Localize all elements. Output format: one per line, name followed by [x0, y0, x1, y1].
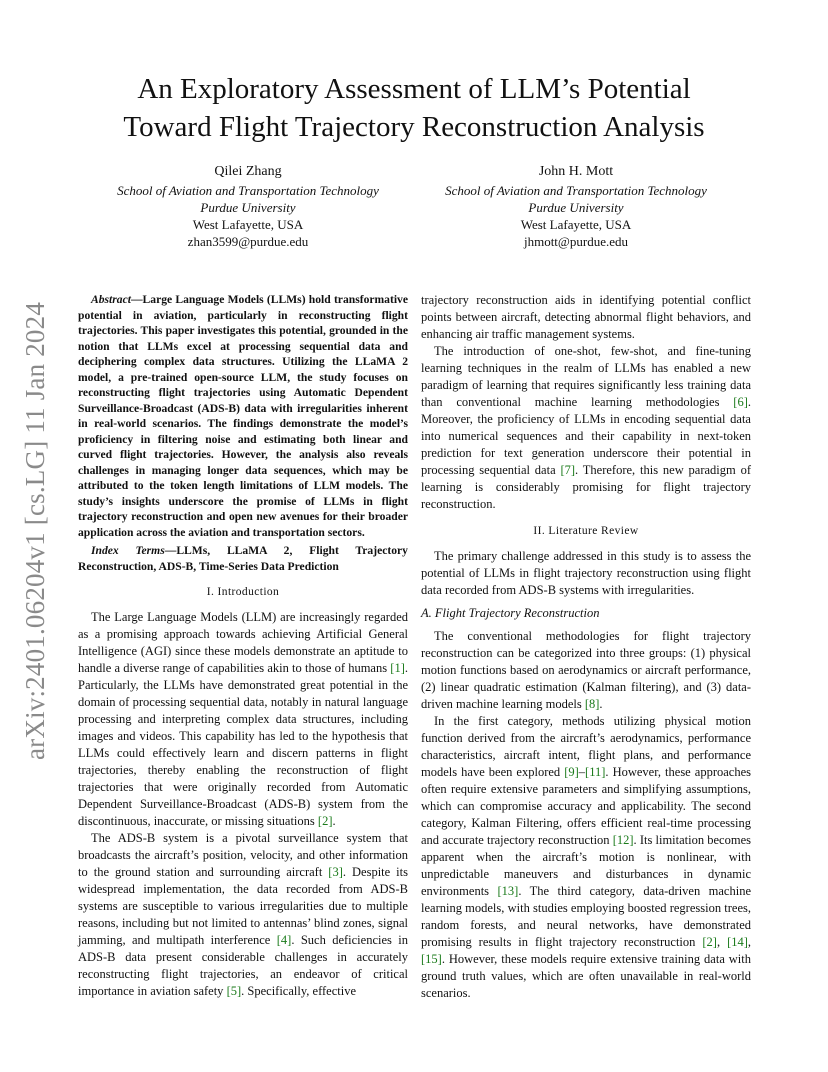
text-run: . Its limitation becomes apparent when the aircraft’s motion is nonlinear, with unpredictable maneuvers and disturbances in dynamic environments — [421, 833, 751, 898]
text-run: The introduction of one-shot, few-shot, and fine-tuning learning techniques in the realm of LLMs has enabled a new paradigm of learning that requires significantly less training data than conventional machine learning methodologies — [421, 344, 751, 409]
right-column — [421, 292, 751, 1002]
text-run: . Moreover, the proficiency of LLMs in encoding sequential data into numerical sequences and their capability in next-token prediction for text generation underscore their potential in processing sequential data — [421, 395, 751, 477]
author-email[interactable]: jhmott@purdue.edu — [523, 234, 629, 249]
citation-link[interactable]: [4] — [276, 933, 292, 947]
text-run: . However, these approaches often require extensive parameters and simplifying assumptions, which can compromise accuracy and applicability. The second category, Kalman Filtering, offers efficient real-time processing and accurate trajectory reconstruction — [421, 765, 751, 847]
index-terms-label: Index Terms — [91, 544, 165, 557]
lit-paragraph-3 — [421, 713, 751, 1002]
citation-link[interactable]: [12] — [612, 833, 634, 847]
title-line-2: Toward Flight Trajectory Reconstruction Analysis — [123, 111, 705, 143]
citation-link[interactable]: [13] — [497, 884, 519, 898]
text-run: – — [578, 765, 586, 779]
citation-link[interactable]: [7] — [560, 463, 576, 477]
text-run: , — [747, 935, 752, 949]
text-run: . Particularly, the LLMs have demonstrated great potential in the domain of processing sequential data, notably in natural language processing and interpreting complex data structures, including images and videos. This capability has led to the hypothesis that LLMs could effectively learn and discern patterns in flight trajectories, thereby enabling the reconstruction of flight trajectories that were originally recorded from Automatic Dependent Surveillance-Broadcast (ADS-B) system from the discontinuous, inaccurate, or missing situations — [78, 661, 408, 828]
subsection-heading: A. Flight Trajectory Reconstruction — [421, 606, 600, 620]
lit-paragraph-2 — [421, 628, 751, 713]
intro-paragraph-4 — [421, 343, 751, 513]
author-block-2 — [411, 163, 741, 250]
citation-link[interactable]: [5] — [226, 984, 242, 998]
text-run: . The third category, data-driven machine learning models, with studies employing boosted regression trees, random forests, and neural networks, have demonstrated promising results in flight trajectory reconstruction — [421, 884, 752, 949]
citation-link[interactable]: [2] — [702, 935, 717, 949]
author-name: Qilei Zhang — [214, 164, 282, 179]
citation-link[interactable]: [8] — [584, 697, 600, 711]
text-run: . However, these models require extensive training data with ground truth values, which are often unavailable in real-world scenarios. — [421, 952, 751, 1000]
section-heading-literature-review: II. Literature Review — [533, 525, 639, 537]
author-university: Purdue University — [528, 200, 624, 215]
citation-link[interactable]: [3] — [328, 865, 343, 879]
text-run: . — [332, 814, 336, 828]
text-run: The ADS-B system is a pivotal surveillance system that broadcasts the aircraft’s position, velocity, and other information to the ground station and surrounding aircraft — [78, 831, 408, 879]
citation-link[interactable]: [9] — [564, 765, 579, 779]
index-terms — [78, 543, 408, 574]
text-run: . — [599, 697, 603, 711]
intro-paragraph-3: trajectory reconstruction aids in identifying potential conflict points between aircraft, detecting abnormal flight behaviors, and enhancing air traffic management systems. — [421, 293, 751, 341]
citation-link[interactable]: [1] — [390, 661, 405, 675]
text-run: . Therefore, this new paradigm of learning is considerably promising for flight trajectory reconstruction. — [421, 463, 752, 511]
author-affiliation: School of Aviation and Transportation Technology — [117, 183, 379, 198]
intro-paragraph-2 — [78, 830, 408, 1000]
paper-title — [60, 70, 768, 146]
lit-paragraph-1: The primary challenge addressed in this study is to assess the potential of LLMs in flight trajectory reconstruction using flight data recorded from ADS-B systems with irregularities. — [421, 549, 751, 597]
citation-link[interactable]: [11] — [585, 765, 606, 779]
citation-link[interactable]: [2] — [317, 814, 333, 828]
author-affiliation: School of Aviation and Transportation Technology — [445, 183, 707, 198]
author-university: Purdue University — [200, 200, 296, 215]
author-email[interactable]: zhan3599@purdue.edu — [187, 234, 309, 249]
text-run: In the first category, methods utilizing physical motion function derived from the aircraft’s aerodynamics, performance characteristics, aircraft intent, flight plans, and performance models have been explored — [421, 714, 751, 779]
text-run: The conventional methodologies for flight trajectory reconstruction can be categorized into three groups: (1) physical motion functions based on aerodynamics or aircraft performance, (2) linear quadratic estimation (Kalman filtering), and (3) data-driven machine learning models — [421, 629, 751, 711]
abstract-label: Abstract — [91, 293, 131, 306]
abstract-text: —Large Language Models (LLMs) hold transformative potential in aviation, particularly in reconstructing flight trajectories. This paper investigates this potential, grounded in the notion that LLMs excel at processing sequential data and deciphering complex data structures. Utilizing the LLaMA 2 model, a pre-trained open-source LLM, the study focuses on reconstructing flight trajectories using Automatic Dependent Surveillance-Broadcast (ADS-B) data with irregularities inherent in real-world scenarios. The findings demonstrate the model’s proficiency in filtering noise and estimating both linear and curved flight trajectories. However, the analysis also reveals challenges in managing longer data sequences, which may be attributed to the token length limitations of LLM models. The study’s insights underscore the promise of LLMs in flight trajectory reconstruction and open new avenues for their broader application across the aviation and transportation sectors. — [78, 293, 408, 539]
text-run: , — [716, 935, 728, 949]
citation-link[interactable]: [15] — [421, 952, 442, 966]
text-run: The Large Language Models (LLM) are increasingly regarded as a promising approach towards achieving Artificial General Intelligence (AGI) since these models demonstrate an aptitude to handle a diverse range of capabilities akin to those of humans — [78, 610, 408, 675]
citation-link[interactable]: [14] — [727, 935, 748, 949]
author-name: John H. Mott — [538, 164, 614, 179]
title-line-1: An Exploratory Assessment of LLM’s Potential — [137, 73, 691, 105]
section-heading-introduction: I. Introduction — [206, 586, 280, 598]
index-terms-text: —LLMs, LLaMA 2, Flight Trajectory Reconstruction, ADS-B, Time-Series Data Prediction — [78, 544, 408, 573]
left-column — [78, 292, 408, 1000]
abstract — [78, 292, 408, 540]
citation-link[interactable]: [6] — [733, 395, 748, 409]
arxiv-stamp: arXiv:2401.06204v1 [cs.LG] 11 Jan 2024 — [20, 301, 50, 760]
text-run: . Despite its widespread implementation, the data recorded from ADS-B systems are susceptible to various irregularities due to multiple reasons, including but not limited to antennas’ blind zones, signal jamming, and multipath interference — [78, 865, 408, 947]
intro-paragraph-1 — [78, 609, 408, 830]
author-location: West Lafayette, USA — [192, 217, 304, 232]
text-run: . Such deficiencies in ADS-B data present considerable challenges in accurately reconstructing flight trajectories, an endeavor of critical importance in aviation safety — [78, 933, 408, 998]
text-run: . Specifically, effective — [241, 984, 357, 998]
author-location: West Lafayette, USA — [520, 217, 632, 232]
author-block-1 — [83, 163, 413, 250]
